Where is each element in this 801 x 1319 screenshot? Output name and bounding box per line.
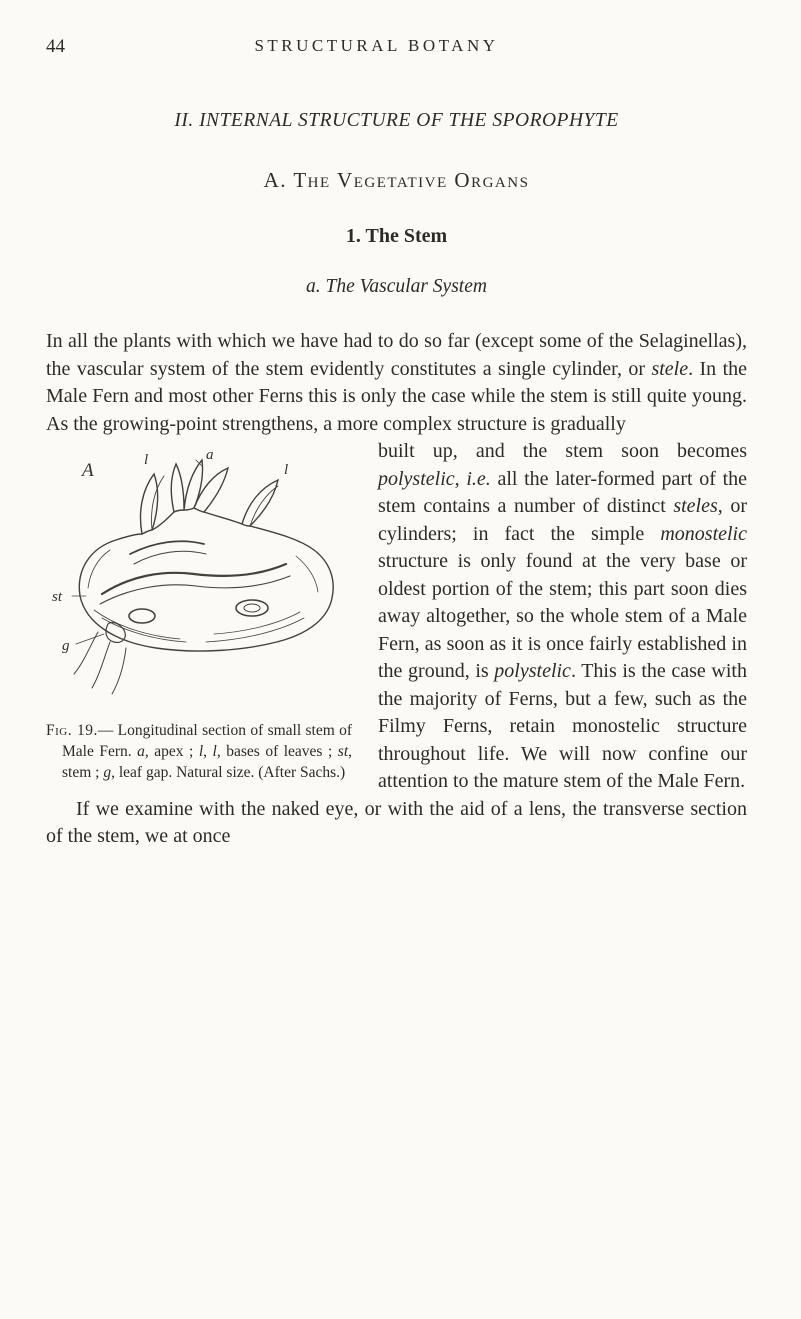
paragraph-examine: If we examine with the naked eye, or with the aid of a lens, the transverse section of the stem, we at once xyxy=(46,797,747,847)
section-heading: II. INTERNAL STRUCTURE OF THE SPOROPHYTE xyxy=(174,110,619,131)
subpart-heading: a. The Vascular System xyxy=(306,276,487,297)
fern-stem-drawing xyxy=(72,460,333,694)
part-heading: 1. The Stem xyxy=(345,225,448,247)
figure-labels xyxy=(52,447,288,654)
figure-caption: Fig. 19.— Longitudinal section of small stem of Male Fern. a, apex ; l, l, bases of leaves ; st, stem ; g, leaf gap. Natural size. (After Sachs.) xyxy=(46,722,353,781)
figure-label-A: A xyxy=(82,460,94,481)
figure-label-apex: a xyxy=(206,447,214,463)
figure-label-stem: st xyxy=(52,589,63,605)
paragraph-intro-continued: built up, and the stem soon becomes polystelic, i.e. all the later-formed part of the stem contains a number of distinct steles, or cylinders; in fact the simple monostelic structure is only found at the very base or oldest portion of the stem; this part soon dies away altogether, so the whole stem of a Male Fern, as soon as it is once fairly established in the ground, is polystelic. This is the case with the majority of Ferns, but a few, such as the Filmy Ferns, retain monostelic structure throughout life. We will now confine our attention to the mature stem of the Male Fern. xyxy=(378,440,748,792)
figure-label-gap: g xyxy=(62,638,70,654)
running-head xyxy=(46,34,747,64)
figure-label-leaf-right: l xyxy=(284,462,289,478)
fern-stem-illustration xyxy=(46,446,346,712)
paragraph-intro: In all the plants with which we have had to do so far (except some of the Selaginellas), the vascular system of the stem evidently constitutes a single cylinder, or stele. In the Male Fern and most other Ferns this is only the case while the stem is still quite young. As the growing-point strengthens, a more complex structure is gradually xyxy=(46,330,748,435)
page-number: 44 xyxy=(46,36,65,57)
subsection-heading: A. The Vegetative Organs xyxy=(263,168,530,192)
running-title: STRUCTURAL BOTANY xyxy=(254,36,499,55)
figure-19 xyxy=(46,446,352,783)
figure-label-leaf-left: l xyxy=(144,452,149,468)
